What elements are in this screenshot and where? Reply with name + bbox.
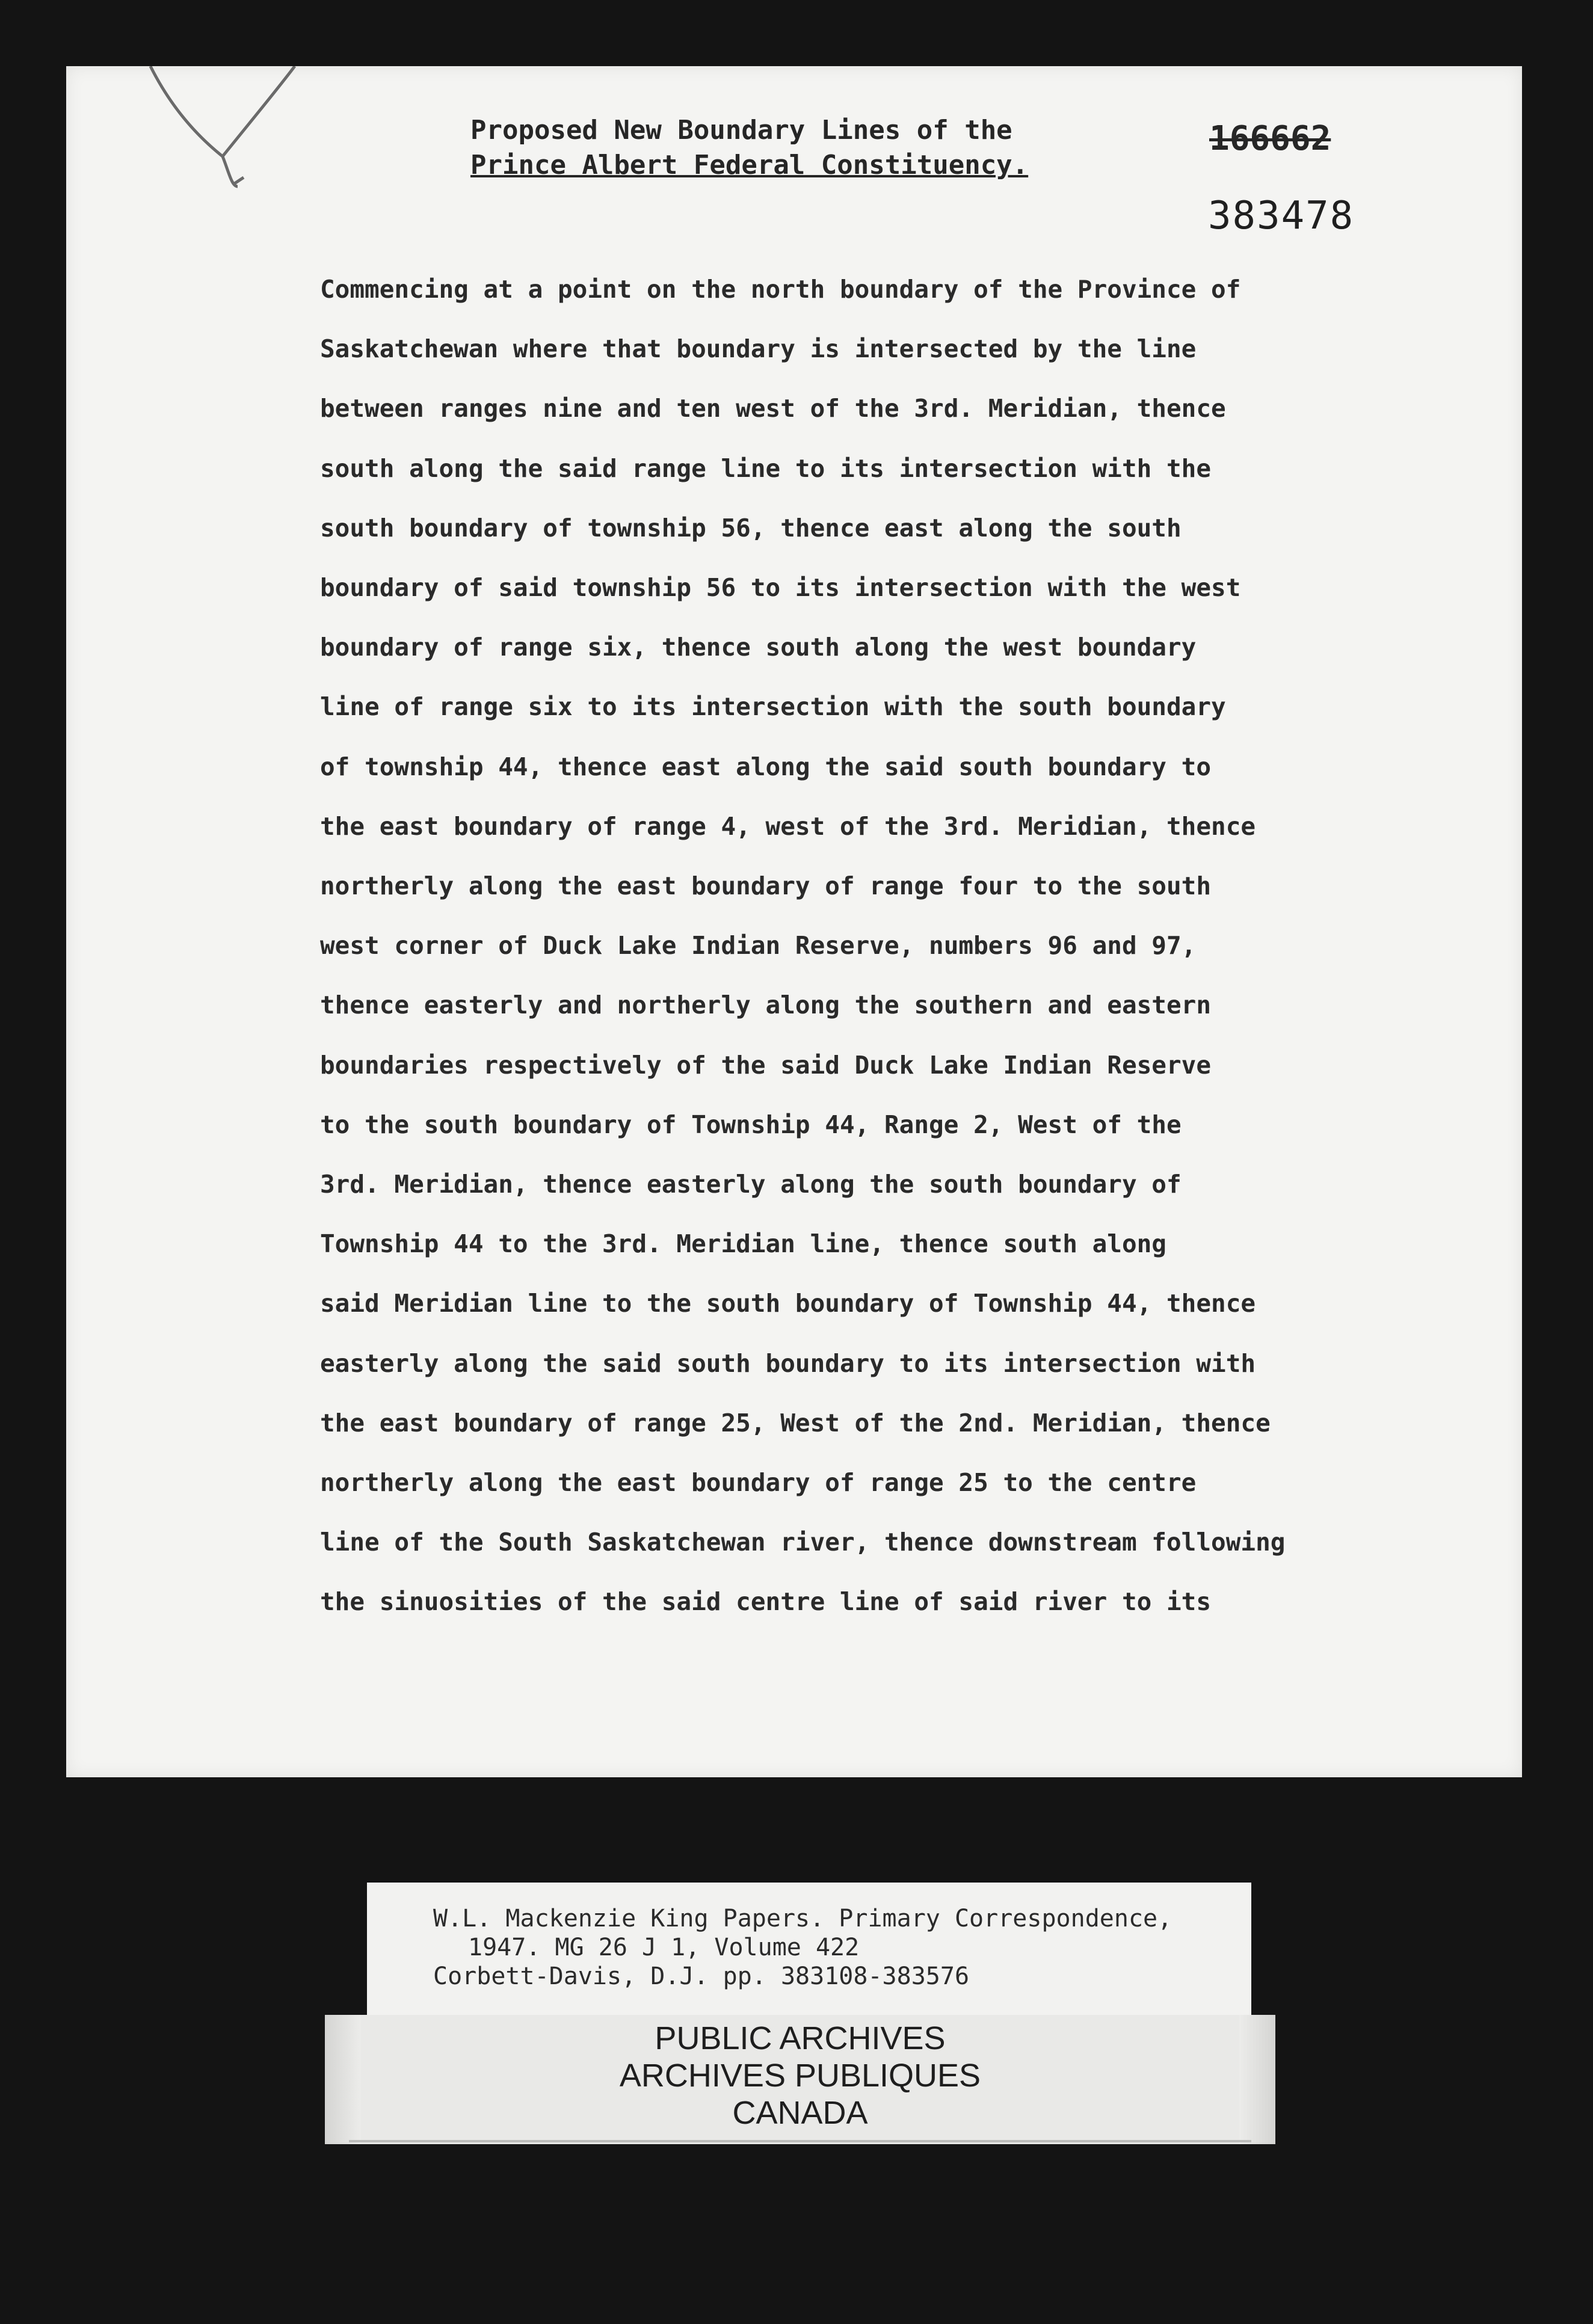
body-line: northerly along the east boundary of range 25 to the centre bbox=[320, 1468, 1197, 1498]
body-line: south boundary of township 56, thence east along the south bbox=[320, 513, 1182, 543]
body-line: northerly along the east boundary of range four to the south bbox=[320, 872, 1212, 901]
label-line-3: Corbett-Davis, D.J. pp. 383108-383576 bbox=[433, 1963, 970, 1990]
document-body bbox=[320, 260, 1571, 1632]
body-line: thence easterly and northerly along the southern and eastern bbox=[320, 991, 1212, 1020]
body-line: easterly along the said south boundary to its intersection with bbox=[320, 1348, 1256, 1378]
body-line: the sinuosities of the said centre line of said river to its bbox=[320, 1587, 1212, 1617]
body-line: line of the South Saskatchewan river, thence downstream following bbox=[320, 1528, 1286, 1557]
body-line: boundaries respectively of the said Duck Lake Indian Reserve bbox=[320, 1050, 1212, 1080]
body-line: west corner of Duck Lake Indian Reserve, numbers 96 and 97, bbox=[320, 931, 1197, 961]
body-line: 3rd. Meridian, thence easterly along the south boundary of bbox=[320, 1170, 1182, 1199]
body-line: Township 44 to the 3rd. Meridian line, thence south along bbox=[320, 1229, 1166, 1259]
body-line: said Meridian line to the south boundary of Township 44, thence bbox=[320, 1289, 1256, 1318]
stamp-line-1: PUBLIC ARCHIVES bbox=[655, 2020, 946, 2056]
body-line: Saskatchewan where that boundary is intersected by the line bbox=[320, 334, 1197, 364]
document-title bbox=[470, 113, 1192, 183]
stamp-line-2: ARCHIVES PUBLIQUES bbox=[619, 2058, 981, 2094]
archive-reference-label bbox=[367, 1883, 1251, 2015]
document-page bbox=[66, 66, 1522, 1777]
label-line-2: 1947. MG 26 J 1, Volume 422 bbox=[468, 1934, 860, 1961]
body-line: south along the said range line to its intersection with the bbox=[320, 453, 1212, 483]
title-line-2: Prince Albert Federal Constituency. bbox=[470, 150, 1029, 180]
archives-stamp bbox=[325, 2015, 1275, 2144]
body-line: Commencing at a point on the north boundary of the Province of bbox=[320, 275, 1241, 304]
body-line: boundary of range six, thence south along the west boundary bbox=[320, 633, 1197, 662]
body-line: boundary of said township 56 to its intersection with the west bbox=[320, 573, 1241, 603]
body-line: between ranges nine and ten west of the 3rd. Meridian, thence bbox=[320, 394, 1226, 423]
body-line: the east boundary of range 25, West of the 2nd. Meridian, thence bbox=[320, 1408, 1271, 1437]
body-line: line of range six to its intersection with the south boundary bbox=[320, 692, 1226, 722]
body-line: of township 44, thence east along the said south boundary to bbox=[320, 752, 1212, 781]
page-number: 383478 bbox=[1208, 194, 1355, 238]
stamp-text bbox=[325, 2020, 1275, 2132]
folded-corner-mark bbox=[126, 66, 319, 247]
body-line: the east boundary of range 4, west of the 3rd. Meridian, thence bbox=[320, 811, 1256, 841]
title-line-1: Proposed New Boundary Lines of the bbox=[470, 115, 1012, 146]
body-line: to the south boundary of Township 44, Range 2, West of the bbox=[320, 1110, 1182, 1139]
stamp-divider bbox=[349, 2140, 1251, 2142]
archive-reference-text bbox=[433, 1904, 1172, 1991]
stamp-line-3: CANADA bbox=[732, 2095, 868, 2131]
label-line-1: W.L. Mackenzie King Papers. Primary Correspondence, bbox=[433, 1905, 1172, 1932]
struck-page-number: 166662 bbox=[1209, 119, 1331, 158]
